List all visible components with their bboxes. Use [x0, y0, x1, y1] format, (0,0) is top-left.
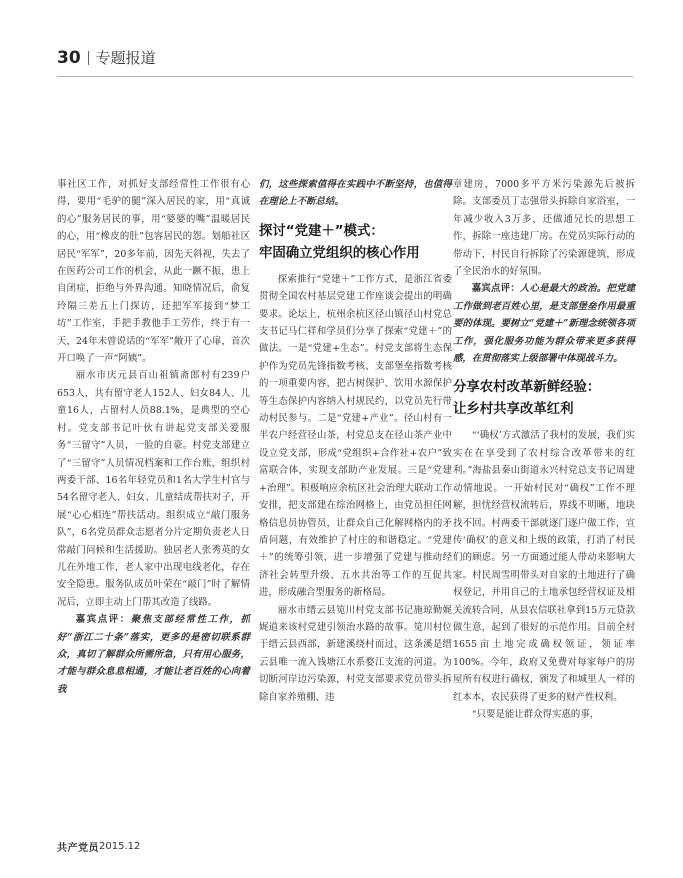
- page-number: 30: [57, 47, 81, 68]
- guest-comment: [453, 280, 635, 367]
- text-column-3: [453, 176, 635, 723]
- section-heading-line: 牢固确立党组织的核心作用: [259, 245, 420, 261]
- body-paragraph: 章建房，7000多平方米污染源先后被拆除。支部委员丁志强带头拆除自家浴室，一年减少收入3万多，还做通兄长的思想工作，拆除一座违建厂房。在党员实际行动的带动下，村民自行拆除了污染源建筑，形成了全民治水的好氛围。: [453, 179, 635, 278]
- header-divider: [88, 51, 89, 65]
- text-column-1: [57, 176, 250, 698]
- body-paragraph: 丽水市庆元县百山祖镇斋郎村有239户653人，共有留守老人152人、妇女84人、儿童16人，占留村人员88.1%，是典型的空心村。党支部书记叶伙有讲起党支部关爱服务“三留守”人员，一脸的自豪。村党支部建立了“三留守”人员情况档案和工作台账，组织村两委干部、16名年轻党员和1名大学生村官与54名留守老人、妇女、儿童结成帮扶对子，开展“心心相连”帮扶活动。组织成立“敲门服务队”，6名党员群众志愿者分片定期负责老人日常敲门问候和生活援助。独居老人张秀英的女儿在外地工作，老人家中出现电线老化，存在安全隐患。服务队成员叶荣在“敲门”时了解情况后，立即主动上门帮其改造了线路。: [57, 370, 250, 608]
- comment-text: 人心是最大的政治。把党建工作做到老百姓心里，是支部堡垒作用最重要的体现。要树立“党建＋”新理念统领各项工作，强化服务功能为群众带来更多获得感，在贯彻落实上级部署中体现战斗力。: [453, 283, 635, 365]
- magazine-logo: 共产党员: [57, 843, 99, 854]
- section-heading: [259, 221, 452, 265]
- header-rule: [57, 76, 633, 77]
- section-heading: [453, 377, 635, 421]
- page-header: [57, 47, 156, 68]
- comment-lead: 嘉宾点评：: [471, 283, 520, 295]
- guest-comment: [259, 176, 452, 211]
- body-paragraph: “‘确权’方式激活了我村的发展，我们实实在在享受到了农村综合改革带来的红利。”海盐县秦山街道永兴村党总支书记周建动情地说。一开始村民对“确权”工作不理解，担忧经营权流转后，界线不明晰，地块找不回。村两委干部就逐门逐户做工作，宣传‘确权’的意义和上级的政策，打消了村民们的顾虑。另一方面通过能人带动来影响大家。村民周雪明带头对自家的土地进行了确权登记，并用自己的土地承包经营权证及相关流转合同，从县农信联社拿到15万元贷款做生意，起到了很好的示范作用。目前全村1655亩土地完成确权领证，领证率100%。今年，政府又免费对每家每户的房屋所有权进行确权，颁发了和城里人一样的红本本，农民获得了更多的财产性权利。: [453, 430, 635, 703]
- section-heading-line: 探讨“党建＋”模式：: [259, 223, 384, 239]
- comment-text: 聚焦支部经常性工作，抓好“浙江二十条”落实，更多的是密切联系群众，真切了解群众所需所急，只有用心服务，才能与群众息息相通，才能让老百姓的心向着我: [57, 614, 250, 695]
- comment-lead: 嘉宾点评：: [75, 614, 131, 626]
- guest-comment: [57, 611, 250, 698]
- text-column-2: [259, 176, 452, 706]
- body-paragraph: 探索推行“党建＋”工作方式，是浙江省委贯彻全国农村基层党建工作座谈会提出的明确要求。论坛上，杭州余杭区径山镇径山村党总支书记马仁祥和学员们分享了探索“党建＋”的做法。一是“党建+生态”。村党支部将生态保护作为党员先锋指数考核、支部堡垒指数考核的一项重要内容，把古树保护、饮用水源保护等生态保护内容纳入村规民约，以党员先行带动村民参与。二是“党建+产业”。径山村有一半农户经营径山茶，村党总支在径山茶产业中设立党支部，形成“党组织+合作社+农户”致富联合体，实现支部助产业发展。三是“党建+治理”。积极响应余杭区社会治理大联动工作安排，把支部建在综治网格上，由党员担任网格信息员协管员，让群众自己化解网格内的矛盾问题，有效维护了村庄的和谐稳定。“党建＋”的统筹引领，进一步增强了党建与推动经济社会转型升级、五水共治等工作的互促共进，形成融合型服务的新格局。: [259, 273, 452, 599]
- page-footer: [57, 839, 140, 854]
- issue-date: 2015.12: [99, 841, 141, 852]
- section-heading-line: 让乡村共享改革红利: [453, 402, 574, 418]
- comment-text: 们，这些探索值得在实践中不断坚持，也值得在理论上不断总结。: [259, 179, 452, 208]
- body-paragraph: “只要是能让群众得实惠的事，: [471, 708, 600, 720]
- section-heading-line: 分享农村改革新鲜经验：: [453, 380, 601, 396]
- body-paragraph: 事社区工作，对抓好支部经常性工作很有心得，要用“毛驴的腿”深入居民的家，用“真诚的心”服务居民的事，用“婆婆的嘴”温暖居民的心，用“橡皮的肚”包容居民的怨。划船社区居民“军军”，20多年前，因先天斜视，失去了在医药公司工作的机会，从此一蹶不振，患上自闭症，拒绝与外界沟通。知晓情况后，俞复玲隔三差五上门探访，还把军军接到“梦工坊”工作室，手把手教他手工劳作，终于有一天，24年未曾说话的“军军”敞开了心扉，首次开口唤了一声“阿姨”。: [57, 179, 250, 365]
- body-paragraph: 丽水市缙云县笕川村党支部书记施琼勤娓娓道来该村党建引领治水路的故事。笕川村位于缙云县西部，新建溪绕村而过，这条溪是缙云县唯一流入钱塘江水系婺江支流的河道。为切断河岸边污染源，村党支部要求党员带头拆除自家养殖棚、违: [259, 604, 452, 703]
- section-title: 专题报道: [95, 49, 156, 67]
